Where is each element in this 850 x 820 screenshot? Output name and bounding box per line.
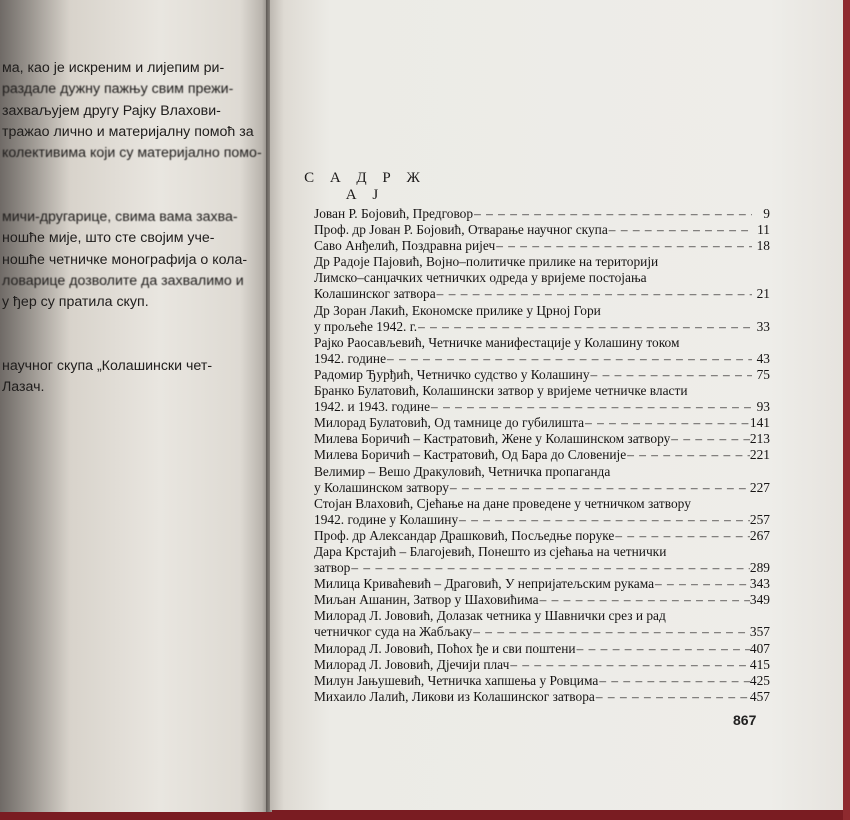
dot-leader: [590, 367, 752, 383]
toc-title: С А Д Р Ж А Ј: [304, 170, 426, 203]
left-page-line: ношће четничке монографија о кола-: [2, 251, 248, 268]
left-page-line: [2, 335, 264, 356]
toc-entry-line: Милорад Л. Јововић, Долазак четника у Шавнички срез и рад: [314, 608, 666, 624]
left-page-line: тражао лично и материјалну помоћ за: [2, 123, 254, 140]
left-page-line: захваљујем другу Рајку Влахови-: [2, 102, 221, 119]
toc-entry-line: Стојан Влаховић, Сјећање на дане проведене у четничком затвору: [314, 495, 691, 511]
toc-page-number: 18: [756, 238, 770, 254]
toc-entry-text: Милун Јањушевић, Четничка хапшења у Ровцима: [314, 672, 599, 688]
toc-entry-text: Михаило Лалић, Ликови из Колашинског затвора: [314, 688, 595, 704]
toc-page-number: 43: [756, 350, 770, 366]
toc-entry-text: Милица Криваћевић – Драговић, У непријатељским рукама: [314, 576, 655, 592]
left-page-line: ношће мије, што сте својим уче-: [2, 230, 215, 247]
dot-leader: [670, 431, 750, 447]
toc-entry-line: Др Радоје Пајовић, Војно–политичке прилике на територији: [314, 254, 659, 270]
toc-entry-text: Радомир Ђурђић, Четничко судство у Колашину: [314, 366, 590, 382]
toc-entry-text: Проф. др Александар Драшковић, Посљедње поруке: [314, 527, 615, 543]
toc-page-number: 415: [749, 656, 770, 672]
toc-entry-line: Рајко Раосављевић, Четничке манифестације у Колашину током: [314, 334, 680, 350]
page-edge: [843, 0, 850, 820]
toc-entry: [314, 641, 770, 657]
table-of-contents: [314, 206, 770, 705]
toc-entry: [314, 592, 770, 608]
toc-entry-line: Др Зоран Лакић, Економске прилике у Црној Гори: [314, 302, 601, 318]
toc-page-number: 93: [756, 399, 770, 415]
dot-leader: [436, 286, 752, 302]
toc-entry: [314, 383, 770, 415]
toc-entry-text: Колашинског затвора: [314, 286, 436, 302]
dot-leader: [449, 480, 750, 496]
toc-entry: [314, 464, 770, 496]
dot-leader: [417, 319, 752, 335]
dot-leader: [576, 641, 750, 657]
toc-entry-line: Дара Крстајић – Благојевић, Понешто из сјећања на четнички: [314, 543, 667, 559]
toc-entry-line: Велимир – Вешо Дракуловић, Четничка пропаганда: [314, 463, 611, 479]
toc-entry: [314, 657, 770, 673]
toc-entry-text: Јован Р. Бојовић, Предговор: [314, 206, 474, 221]
toc-page-number: 257: [749, 511, 770, 527]
dot-leader: [386, 351, 752, 367]
toc-entry: [314, 673, 770, 689]
toc-entry: [314, 254, 770, 302]
toc-entry-line: Бранко Булатовић, Колашински затвор у вријеме четничке власти: [314, 383, 688, 399]
toc-entry: [314, 544, 770, 576]
left-page-line: [2, 186, 264, 207]
dot-leader: [614, 528, 750, 544]
toc-entry-text: Саво Анђелић, Поздравна ријеч: [314, 238, 496, 254]
toc-entry: [314, 335, 770, 367]
left-page-line: раздале дужну пажњу свим прежи-: [2, 81, 234, 98]
dot-leader: [595, 689, 750, 705]
toc-entry-text: Милева Боричић – Кастратовић, Од Бара до Словеније: [314, 447, 627, 463]
dot-leader: [509, 657, 750, 673]
left-page-line: колективима који су материјално помо-: [2, 145, 262, 162]
left-page-line: научног скупа „Колашински чет-: [2, 358, 213, 375]
toc-page-number: 343: [749, 576, 770, 592]
toc-page-number: 11: [757, 222, 770, 238]
toc-entry: [314, 303, 770, 335]
left-page-line: [2, 164, 264, 185]
toc-page-number: 9: [763, 206, 770, 221]
left-page-line: Лазач.: [2, 379, 45, 396]
dot-leader: [350, 560, 750, 576]
toc-page-number: 425: [749, 672, 770, 688]
left-page-line: [2, 314, 264, 335]
toc-page-number: 21: [756, 286, 770, 302]
toc-entry: [314, 206, 770, 222]
dot-leader: [608, 222, 752, 238]
toc-page-number: 221: [749, 447, 770, 463]
toc-entry: [314, 496, 770, 528]
toc-page-number: 213: [749, 431, 770, 447]
toc-entry-text: затвор: [314, 560, 351, 576]
toc-entry-text: 1942. и 1943. године: [314, 399, 431, 415]
dot-leader: [539, 592, 750, 608]
toc-entry: [314, 222, 770, 238]
dot-leader: [473, 206, 752, 222]
dot-leader: [430, 399, 752, 415]
toc-entry-text: Милорад Л. Јововић, Дјечији плач: [314, 656, 510, 672]
toc-entry-text: у Колашинском затвору: [314, 479, 450, 495]
left-page-line: ма, као је искреним и лијепим ри-: [2, 60, 225, 76]
dot-leader: [495, 238, 752, 254]
toc-page-number: 33: [756, 318, 770, 334]
toc-entry-text: Милорад Булатовић, Од тамнице до губилишта: [314, 415, 585, 431]
left-page-line: у ђер су пратила скуп.: [2, 294, 149, 311]
toc-entry-text: Милорад Л. Јововић, Поћох ђе и сви поштени: [314, 640, 576, 656]
dot-leader: [472, 624, 750, 640]
toc-entry: [314, 528, 770, 544]
toc-page-number: 227: [749, 479, 770, 495]
left-page-line: мичи-другарице, свима вама захва-: [2, 209, 238, 226]
left-page-line: ловарице дозволите да захвалимо и: [2, 272, 244, 289]
toc-page-number: 357: [749, 624, 770, 640]
dot-leader: [598, 673, 750, 689]
toc-entry-text: 1942. године у Колашину: [314, 511, 459, 527]
dot-leader: [626, 447, 750, 463]
toc-page-number: 407: [749, 640, 770, 656]
toc-entry-text: 1942. године: [314, 350, 387, 366]
page-number: 867: [733, 712, 757, 728]
toc-page-number: 349: [749, 592, 770, 608]
toc-entry: [314, 608, 770, 640]
left-page-text: [2, 58, 264, 399]
toc-entry: [314, 431, 770, 447]
toc-entry: [314, 238, 770, 254]
toc-entry-text: Милева Боричић – Кастратовић, Жене у Колашинском затвору: [314, 431, 671, 447]
left-page: [0, 0, 268, 812]
toc-entry: [314, 447, 770, 463]
toc-entry: [314, 576, 770, 592]
toc-entry: [314, 367, 770, 383]
toc-entry-text: Проф. др Јован Р. Бојовић, Отварање научног скупа: [314, 222, 608, 238]
dot-leader: [654, 576, 750, 592]
toc-page-number: 75: [756, 366, 770, 382]
toc-page-number: 457: [749, 688, 770, 704]
toc-entry-line: Лимско–санџачких четничких одреда у вријеме постојања: [314, 270, 647, 286]
dot-leader: [458, 512, 750, 528]
toc-entry: [314, 689, 770, 705]
toc-entry-text: Миљан Ашанин, Затвор у Шаховићима: [314, 592, 539, 608]
toc-page-number: 267: [749, 527, 770, 543]
toc-entry: [314, 415, 770, 431]
toc-entry-text: у прољеће 1942. г.: [314, 318, 418, 334]
toc-entry-text: четничког суда на Жабљаку: [314, 624, 473, 640]
dot-leader: [584, 415, 750, 431]
toc-page-number: 141: [749, 415, 770, 431]
toc-page-number: 289: [749, 560, 770, 576]
